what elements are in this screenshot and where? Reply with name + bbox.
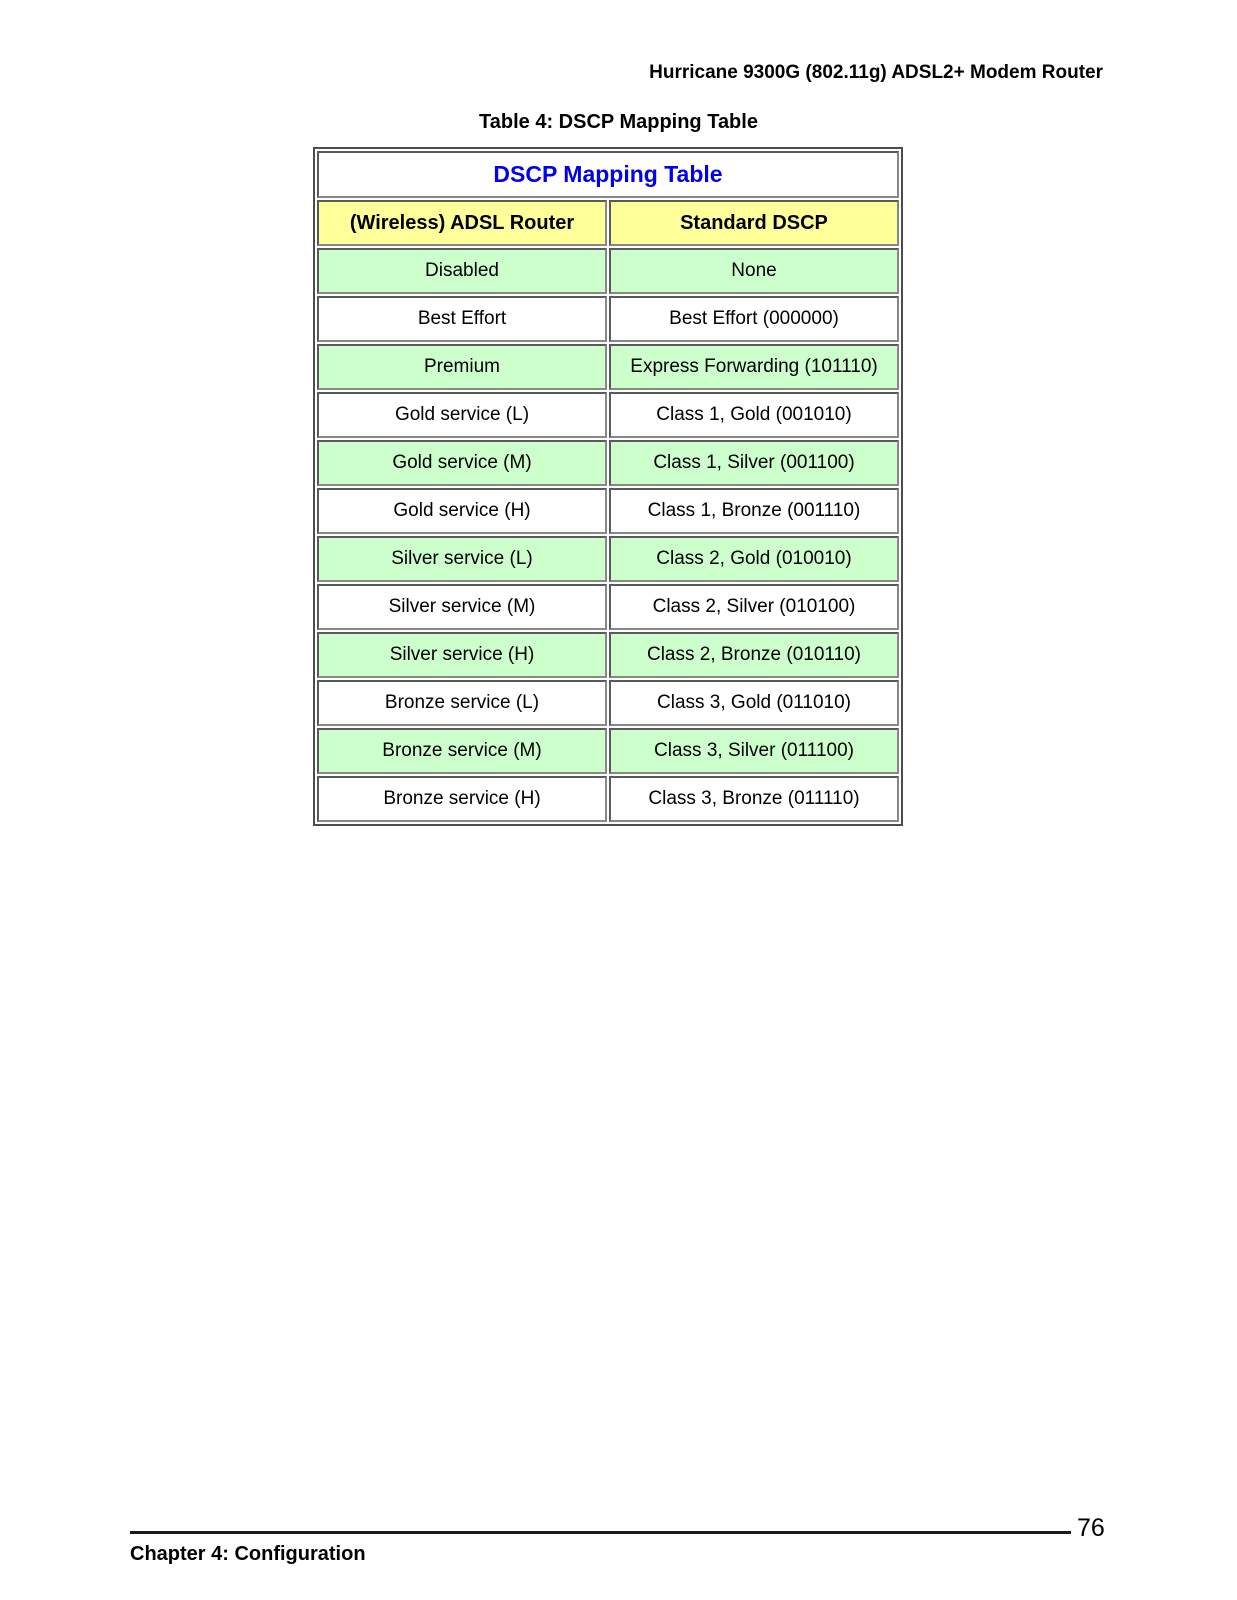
table-row — [317, 536, 899, 582]
table-cell: Class 2, Silver (010100) — [609, 584, 899, 630]
table-cell: Best Effort (000000) — [609, 296, 899, 342]
table-body — [317, 248, 899, 822]
document-header-title: Hurricane 9300G (802.11g) ADSL2+ Modem Router — [649, 62, 1103, 83]
table-cell: Silver service (H) — [317, 632, 607, 678]
table-cell: Disabled — [317, 248, 607, 294]
table-cell: Bronze service (H) — [317, 776, 607, 822]
dscp-mapping-table — [313, 147, 903, 826]
footer-chapter-label: Chapter 4: Configuration — [130, 1543, 366, 1565]
column-header-standard-dscp: Standard DSCP — [609, 200, 899, 246]
table-cell: Class 3, Bronze (011110) — [609, 776, 899, 822]
table-header-row — [317, 200, 899, 246]
table-cell: Express Forwarding (101110) — [609, 344, 899, 390]
table-cell: Class 3, Silver (011100) — [609, 728, 899, 774]
table-row — [317, 632, 899, 678]
table-cell: Class 1, Bronze (001110) — [609, 488, 899, 534]
table-cell: Bronze service (L) — [317, 680, 607, 726]
table-cell: Gold service (L) — [317, 392, 607, 438]
table-row — [317, 680, 899, 726]
table-row — [317, 488, 899, 534]
table-cell: Gold service (M) — [317, 440, 607, 486]
table-cell: Class 1, Silver (001100) — [609, 440, 899, 486]
table-cell: None — [609, 248, 899, 294]
table-row — [317, 392, 899, 438]
table-cell: Silver service (M) — [317, 584, 607, 630]
table-row — [317, 248, 899, 294]
table-cell: Class 2, Bronze (010110) — [609, 632, 899, 678]
column-header-adsl-router: (Wireless) ADSL Router — [317, 200, 607, 246]
table-caption: Table 4: DSCP Mapping Table — [479, 111, 758, 133]
table-cell: Gold service (H) — [317, 488, 607, 534]
table-row — [317, 296, 899, 342]
table-title: DSCP Mapping Table — [317, 151, 899, 198]
table-cell: Premium — [317, 344, 607, 390]
table-row — [317, 440, 899, 486]
table-row — [317, 584, 899, 630]
page-number: 76 — [1077, 1514, 1105, 1542]
table-row — [317, 344, 899, 390]
table-row — [317, 728, 899, 774]
table-cell: Bronze service (M) — [317, 728, 607, 774]
table-cell: Class 1, Gold (001010) — [609, 392, 899, 438]
table-cell: Best Effort — [317, 296, 607, 342]
table-cell: Class 3, Gold (011010) — [609, 680, 899, 726]
table-cell: Silver service (L) — [317, 536, 607, 582]
table-title-row — [317, 151, 899, 198]
table-row — [317, 776, 899, 822]
table-cell: Class 2, Gold (010010) — [609, 536, 899, 582]
footer-divider-line — [130, 1531, 1071, 1534]
